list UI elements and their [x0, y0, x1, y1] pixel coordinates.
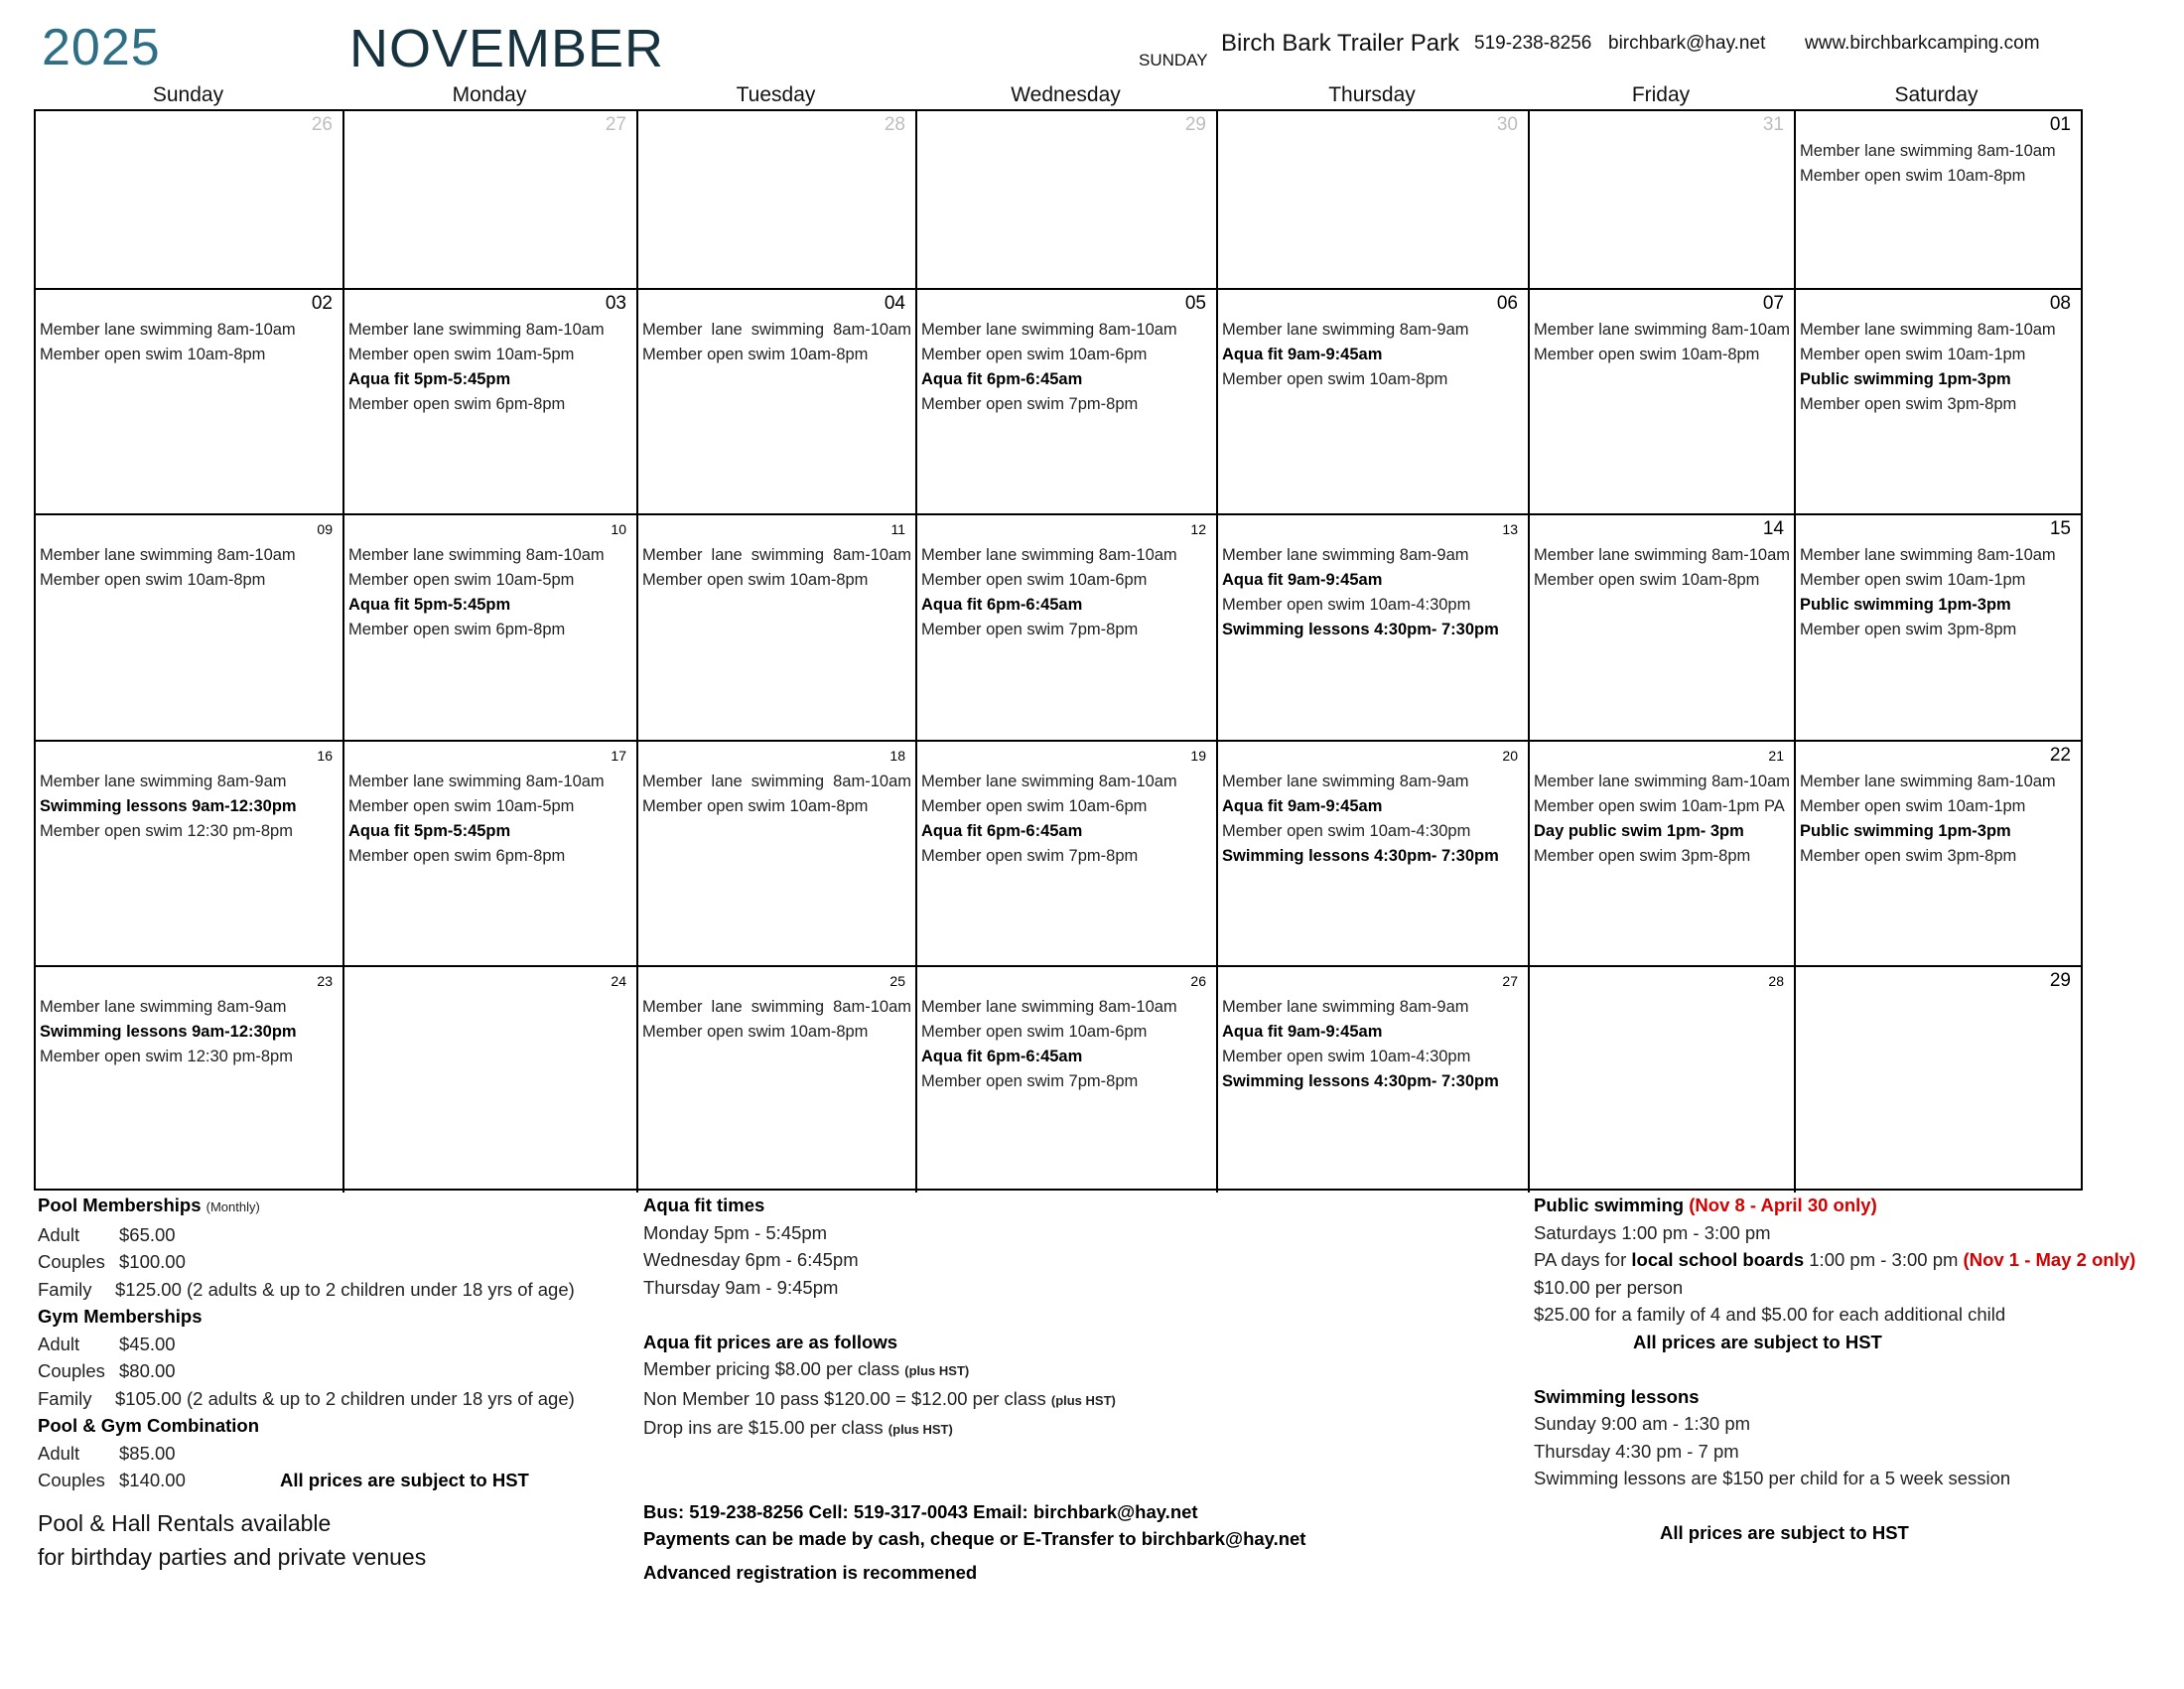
event-line: Aqua fit 6pm-6:45am [921, 822, 1083, 840]
calendar-day-cell [1796, 111, 2081, 290]
public-swim-section [1534, 1192, 2135, 1547]
event-line: Public swimming 1pm-3pm [1800, 822, 2011, 840]
event-line: Member open swim 10am-6pm [921, 797, 1148, 815]
event-line: Member lane swimming 8am-10am Member open swim 10am-8pm [1534, 546, 1790, 589]
event-line: Member open swim 10am-6pm [921, 346, 1148, 363]
gym-adult-label: Adult [38, 1333, 80, 1354]
event-line: Member open swim 10am-6pm [921, 571, 1148, 589]
pool-adult-price: $65.00 [119, 1223, 176, 1245]
event-line: Member open swim 7pm-8pm [921, 395, 1139, 413]
calendar-day-cell [917, 515, 1218, 742]
weekday-header-row [34, 83, 2083, 109]
event-line: Member open swim 10am-8pm [40, 346, 266, 363]
combo-couples-price: $140.00 [119, 1470, 186, 1490]
event-line: Member open swim 3pm-8pm [1800, 621, 2017, 638]
event-line: Member lane swimming 8am-9am [1222, 546, 1469, 564]
memberships-section [38, 1192, 575, 1574]
aquafit-prices-title: Aqua fit prices are as follows [643, 1331, 897, 1352]
day-number: 07 [1762, 293, 1784, 314]
calendar-day-cell [1530, 742, 1796, 967]
weekday-saturday: Saturday [1894, 83, 1979, 106]
day-number: 21 [1768, 748, 1784, 764]
calendar-grid [34, 109, 2083, 1191]
combo-adult-price: $85.00 [119, 1442, 176, 1464]
lessons-sunday: Sunday 9:00 am - 1:30 pm [1534, 1413, 1751, 1434]
calendar-day-cell [638, 742, 917, 967]
pool-family-price: $125.00 (2 adults & up to 2 children under 18 yrs of age) [115, 1278, 575, 1300]
event-line: Public swimming 1pm-3pm [1800, 596, 2011, 614]
event-line: Member open swim 10am-4:30pm [1222, 596, 1471, 614]
calendar-day-cell [1218, 515, 1530, 742]
calendar-day-cell [1218, 111, 1530, 290]
event-line: Member lane swimming 8am-10am [1800, 142, 2056, 160]
event-line: Member open swim 7pm-8pm [921, 1072, 1139, 1090]
event-line: Member open swim 12:30 pm-8pm [40, 1048, 293, 1065]
event-line: Member lane swimming 8am-10am [348, 546, 605, 564]
rentals-line-1: Pool & Hall Rentals available [38, 1509, 332, 1536]
day-number: 26 [1190, 973, 1206, 989]
calendar-day-cell [36, 967, 344, 1193]
event-line: Member lane swimming 8am-10am Member open swim 10am-8pm [642, 546, 911, 589]
aquafit-times-title: Aqua fit times [643, 1195, 765, 1215]
calendar-day-cell [1530, 515, 1796, 742]
event-line: Swimming lessons 4:30pm- 7:30pm [1222, 847, 1499, 865]
registration-line: Advanced registration is recommened [643, 1561, 978, 1583]
event-line: Aqua fit 9am-9:45am [1222, 571, 1383, 589]
event-line: Member lane swimming 8am-10am [921, 773, 1177, 790]
calendar-day-cell [1530, 290, 1796, 515]
contact-line: Bus: 519-238-8256 Cell: 519-317-0043 Email: birchbark@hay.net [643, 1500, 1198, 1522]
park-email: birchbark@hay.net [1608, 33, 1766, 54]
public-swim-per-person: $10.00 per person [1534, 1276, 1684, 1298]
weekday-thursday: Thursday [1328, 83, 1416, 106]
event-line: Swimming lessons 4:30pm- 7:30pm [1222, 621, 1499, 638]
pa-days-prefix: PA days for [1534, 1249, 1632, 1270]
event-line: Member open swim 10am-4:30pm [1222, 822, 1471, 840]
day-number: 15 [2049, 518, 2071, 539]
aquafit-time-wednesday: Wednesday 6pm - 6:45pm [643, 1249, 859, 1270]
day-number: 18 [889, 748, 905, 764]
event-line: Member lane swimming 8am-9am [1222, 773, 1469, 790]
pa-days-boards: local school boards [1631, 1249, 1805, 1270]
event-line: Member open swim 7pm-8pm [921, 621, 1139, 638]
weekday-friday: Friday [1631, 83, 1691, 106]
day-number: 23 [317, 973, 333, 989]
event-line: Aqua fit 9am-9:45am [1222, 1023, 1383, 1041]
event-line: Swimming lessons 9am-12:30pm [40, 797, 297, 815]
event-line: Aqua fit 5pm-5:45pm [348, 822, 511, 840]
calendar-month: NOVEMBER [349, 19, 665, 78]
event-line: Member lane swimming 8am-9am [40, 773, 287, 790]
memberships-hst-note: All prices are subject to HST [280, 1470, 529, 1490]
park-phone: 519-238-8256 [1474, 33, 1592, 54]
day-number: 27 [605, 114, 626, 135]
event-line: Member open swim 10am-4:30pm [1222, 1048, 1471, 1065]
calendar-day-cell [1530, 967, 1796, 1193]
aquafit-member-price: Member pricing $8.00 per class [643, 1358, 900, 1379]
event-line: Member lane swimming 8am-9am [1222, 321, 1469, 339]
public-swim-saturdays: Saturdays 1:00 pm - 3:00 pm [1534, 1221, 1771, 1243]
day-number: 24 [611, 973, 626, 989]
event-line: Aqua fit 9am-9:45am [1222, 346, 1383, 363]
sunday-tag: SUNDAY [1139, 51, 1208, 70]
event-line: Member lane swimming 8am-10am [921, 998, 1177, 1016]
event-line: Member lane swimming 8am-10am Member open swim 10am-8pm [642, 998, 911, 1041]
calendar-day-cell [917, 111, 1218, 290]
lessons-hst-note: All prices are subject to HST [1660, 1522, 1909, 1543]
calendar-day-cell [917, 290, 1218, 515]
payments-line: Payments can be made by cash, cheque or E-Transfer to birchbark@hay.net [643, 1528, 1306, 1549]
pa-days-date-note: (Nov 1 - May 2 only) [1963, 1249, 2136, 1270]
day-number: 03 [605, 293, 626, 314]
calendar-day-cell [1796, 290, 2081, 515]
day-number: 12 [1190, 521, 1206, 537]
event-line: Member lane swimming 8am-10am Member open swim 10am-8pm [642, 321, 911, 363]
day-number: 22 [2049, 745, 2071, 766]
public-swim-hst-note: All prices are subject to HST [1633, 1331, 1882, 1352]
pa-days-time: 1:00 pm - 3:00 pm [1804, 1249, 1964, 1270]
event-line: Member lane swimming 8am-10am Member open swim 10am-8pm [642, 773, 911, 815]
plus-hst-note: (plus HST) [887, 1422, 953, 1437]
event-line: Member open swim 12:30 pm-8pm [40, 822, 293, 840]
event-line: Member open swim 3pm-8pm [1534, 847, 1751, 865]
calendar-day-cell [638, 111, 917, 290]
calendar-day-cell [36, 515, 344, 742]
day-number: 25 [889, 973, 905, 989]
pool-adult-label: Adult [38, 1223, 80, 1245]
event-line: Member lane swimming 8am-10am [348, 773, 605, 790]
day-number: 14 [1762, 518, 1784, 539]
combo-title: Pool & Gym Combination [38, 1415, 260, 1436]
event-line: Aqua fit 6pm-6:45am [921, 370, 1083, 388]
day-number: 28 [884, 114, 905, 135]
event-line: Member open swim 6pm-8pm [348, 395, 566, 413]
public-swim-date-note: (Nov 8 - April 30 only) [1689, 1195, 1877, 1215]
gym-family-price: $105.00 (2 adults & up to 2 children under 18 yrs of age) [115, 1387, 575, 1409]
calendar-day-cell [36, 742, 344, 967]
pool-memberships-note: (Monthly) [205, 1199, 260, 1214]
calendar-day-cell [917, 742, 1218, 967]
event-line: Aqua fit 9am-9:45am [1222, 797, 1383, 815]
event-line: Member open swim 10am-5pm [348, 797, 575, 815]
combo-couples-label: Couples [38, 1470, 105, 1490]
day-number: 26 [311, 114, 333, 135]
event-line: Member open swim 7pm-8pm [921, 847, 1139, 865]
pool-couples-price: $100.00 [119, 1251, 186, 1272]
calendar-day-cell [344, 967, 638, 1193]
calendar-day-cell [638, 515, 917, 742]
calendar-day-cell [638, 290, 917, 515]
event-line: Member open swim 10am-5pm [348, 346, 575, 363]
public-swim-family: $25.00 for a family of 4 and $5.00 for each additional child [1534, 1304, 2006, 1325]
lessons-thursday: Thursday 4:30 pm - 7 pm [1534, 1440, 1739, 1462]
day-number: 20 [1502, 748, 1518, 764]
event-line: Member lane swimming 8am-9am [40, 998, 287, 1016]
pool-family-label: Family [38, 1278, 92, 1300]
aquafit-time-thursday: Thursday 9am - 9:45pm [643, 1276, 839, 1298]
event-line: Member open swim 6pm-8pm [348, 621, 566, 638]
event-line: Member lane swimming 8am-10am Member open swim 10am-1pm PA [1534, 773, 1790, 815]
aquafit-time-monday: Monday 5pm - 5:45pm [643, 1221, 828, 1243]
event-line: Member lane swimming 8am-10am [40, 321, 296, 339]
gym-couples-price: $80.00 [119, 1360, 176, 1381]
event-line: Swimming lessons 4:30pm- 7:30pm [1222, 1072, 1499, 1090]
day-number: 29 [2049, 970, 2071, 991]
calendar-day-cell [344, 515, 638, 742]
day-number: 31 [1762, 114, 1784, 135]
calendar-day-cell [36, 290, 344, 515]
weekday-wednesday: Wednesday [1011, 83, 1121, 106]
event-line: Member lane swimming 8am-10am [1800, 546, 2056, 564]
event-line: Member lane swimming 8am-10am Member open swim 10am-8pm [1534, 321, 1790, 363]
park-name: Birch Bark Trailer Park [1221, 30, 1460, 57]
day-number: 09 [317, 521, 333, 537]
calendar-year: 2025 [42, 19, 161, 76]
calendar-day-cell [1796, 967, 2081, 1193]
lessons-title: Swimming lessons [1534, 1385, 1700, 1407]
calendar-day-cell [917, 967, 1218, 1193]
calendar-day-cell [638, 967, 917, 1193]
day-number: 06 [1496, 293, 1518, 314]
calendar-day-cell [1530, 111, 1796, 290]
event-line: Member lane swimming 8am-10am [921, 321, 1177, 339]
event-line: Member open swim 10am-8pm [40, 571, 266, 589]
day-number: 10 [611, 521, 626, 537]
gym-memberships-title: Gym Memberships [38, 1306, 203, 1327]
plus-hst-note: (plus HST) [904, 1363, 970, 1378]
combo-adult-label: Adult [38, 1442, 80, 1464]
event-line: Member open swim 3pm-8pm [1800, 395, 2017, 413]
calendar-day-cell [344, 742, 638, 967]
event-line: Member open swim 10am-5pm [348, 571, 575, 589]
day-number: 30 [1496, 114, 1518, 135]
weekday-monday: Monday [452, 83, 527, 106]
event-line: Member lane swimming 8am-10am [40, 546, 296, 564]
calendar-day-cell [1796, 515, 2081, 742]
pool-memberships-title: Pool Memberships [38, 1195, 202, 1215]
event-line: Member lane swimming 8am-10am [1800, 321, 2056, 339]
day-number: 01 [2049, 114, 2071, 135]
event-line: Swimming lessons 9am-12:30pm [40, 1023, 297, 1041]
calendar-day-cell [344, 111, 638, 290]
gym-family-label: Family [38, 1387, 92, 1409]
event-line: Member open swim 10am-1pm [1800, 346, 2026, 363]
day-number: 05 [1184, 293, 1206, 314]
event-line: Member open swim 10am-8pm [1222, 370, 1448, 388]
weekday-sunday: Sunday [152, 83, 224, 106]
day-number: 27 [1502, 973, 1518, 989]
day-number: 29 [1184, 114, 1206, 135]
event-line: Aqua fit 5pm-5:45pm [348, 370, 511, 388]
event-line: Member open swim 3pm-8pm [1800, 847, 2017, 865]
calendar-day-cell [1218, 290, 1530, 515]
gym-adult-price: $45.00 [119, 1333, 176, 1354]
event-line: Member lane swimming 8am-10am [921, 546, 1177, 564]
day-number: 02 [311, 293, 333, 314]
event-line: Day public swim 1pm- 3pm [1534, 822, 1744, 840]
calendar-day-cell [36, 111, 344, 290]
calendar-day-cell [1218, 742, 1530, 967]
event-line: Member open swim 10am-1pm [1800, 797, 2026, 815]
aquafit-dropin-price: Drop ins are $15.00 per class [643, 1417, 884, 1438]
day-number: 04 [884, 293, 905, 314]
event-line: Aqua fit 5pm-5:45pm [348, 596, 511, 614]
aquafit-nonmember-price: Non Member 10 pass $120.00 = $12.00 per class [643, 1387, 1046, 1409]
event-line: Member lane swimming 8am-9am [1222, 998, 1469, 1016]
aquafit-section [643, 1192, 1305, 1586]
gym-couples-label: Couples [38, 1360, 105, 1381]
event-line: Member open swim 10am-8pm [1800, 167, 2026, 185]
public-swim-title: Public swimming [1534, 1195, 1685, 1215]
event-line: Aqua fit 6pm-6:45am [921, 1048, 1083, 1065]
park-website: www.birchbarkcamping.com [1805, 33, 2040, 54]
rentals-line-2: for birthday parties and private venues [38, 1543, 427, 1570]
day-number: 16 [317, 748, 333, 764]
day-number: 08 [2049, 293, 2071, 314]
calendar-day-cell [1796, 742, 2081, 967]
pool-couples-label: Couples [38, 1251, 105, 1272]
calendar-day-cell [1218, 967, 1530, 1193]
event-line: Member open swim 10am-1pm [1800, 571, 2026, 589]
event-line: Aqua fit 6pm-6:45am [921, 596, 1083, 614]
event-line: Member lane swimming 8am-10am [1800, 773, 2056, 790]
calendar-day-cell [344, 290, 638, 515]
day-number: 17 [611, 748, 626, 764]
day-number: 19 [1190, 748, 1206, 764]
weekday-tuesday: Tuesday [736, 83, 816, 106]
event-line: Member open swim 6pm-8pm [348, 847, 566, 865]
event-line: Member lane swimming 8am-10am [348, 321, 605, 339]
day-number: 28 [1768, 973, 1784, 989]
day-number: 11 [890, 521, 905, 537]
plus-hst-note: (plus HST) [1050, 1392, 1116, 1408]
event-line: Public swimming 1pm-3pm [1800, 370, 2011, 388]
event-line: Member open swim 10am-6pm [921, 1023, 1148, 1041]
day-number: 13 [1502, 521, 1518, 537]
lessons-price: Swimming lessons are $150 per child for a 5 week session [1534, 1468, 2011, 1488]
